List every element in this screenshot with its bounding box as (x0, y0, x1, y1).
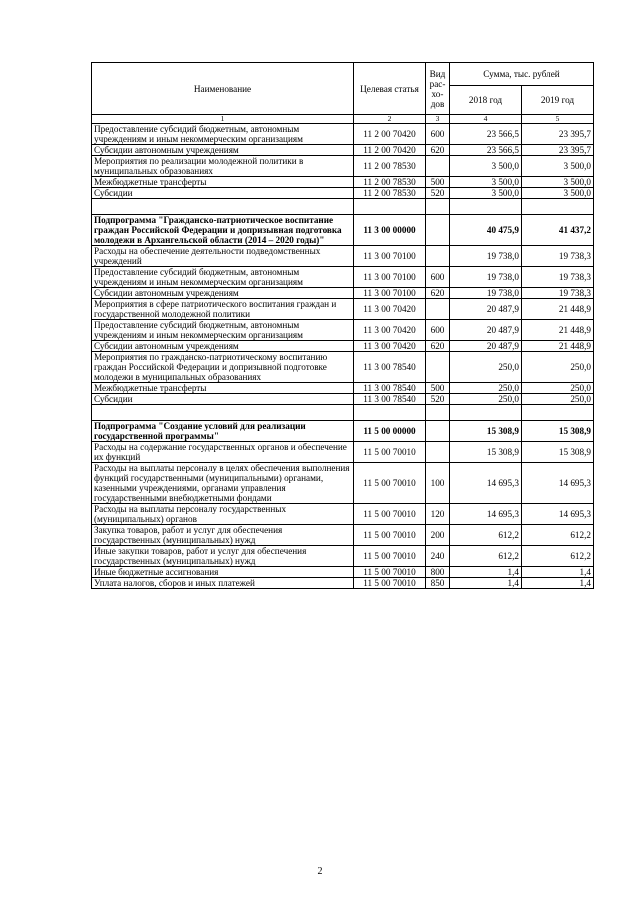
row-expense-type: 800 (426, 567, 450, 578)
column-number: 2 (354, 115, 426, 124)
empty-cell (92, 405, 354, 421)
table-row (92, 578, 594, 589)
row-name: Уплата налогов, сборов и иных платежей (92, 578, 354, 589)
header-year-2019: 2019 год (522, 86, 594, 115)
row-amount-2018: 20 487,9 (450, 299, 522, 320)
row-amount-2019: 14 695,3 (522, 504, 594, 525)
page-number: 2 (317, 866, 323, 877)
row-name: Расходы на содержание государственных органов и обеспечение их функций (92, 442, 354, 463)
row-name: Субсидии (92, 394, 354, 405)
row-amount-2018: 3 500,0 (450, 156, 522, 177)
row-amount-2018: 20 487,9 (450, 320, 522, 341)
row-target-code: 11 5 00 70010 (354, 463, 426, 504)
row-amount-2018: 19 738,0 (450, 267, 522, 288)
row-target-code: 11 3 00 78540 (354, 352, 426, 383)
row-target-code: 11 5 00 70010 (354, 504, 426, 525)
row-amount-2018: 23 566,5 (450, 145, 522, 156)
row-amount-2018: 15 308,9 (450, 442, 522, 463)
column-number: 3 (426, 115, 450, 124)
row-amount-2018: 14 695,3 (450, 463, 522, 504)
row-expense-type: 120 (426, 504, 450, 525)
row-expense-type: 500 (426, 383, 450, 394)
row-name: Подпрограмма "Создание условий для реализации государственной программы" (92, 421, 354, 442)
row-amount-2019: 14 695,3 (522, 463, 594, 504)
row-amount-2018: 612,2 (450, 546, 522, 567)
table-row (92, 442, 594, 463)
row-amount-2019: 41 437,2 (522, 215, 594, 246)
header-target: Целевая статья (354, 63, 426, 115)
row-target-code: 11 5 00 00000 (354, 421, 426, 442)
table-row (92, 156, 594, 177)
spacer-row (92, 199, 594, 215)
row-amount-2018: 19 738,0 (450, 288, 522, 299)
table-row (92, 267, 594, 288)
row-target-code: 11 5 00 70010 (354, 578, 426, 589)
row-target-code: 11 5 00 70010 (354, 567, 426, 578)
row-amount-2019: 250,0 (522, 394, 594, 405)
row-expense-type (426, 215, 450, 246)
table-row (92, 525, 594, 546)
table-row (92, 177, 594, 188)
row-expense-type: 500 (426, 177, 450, 188)
row-target-code: 11 3 00 70420 (354, 320, 426, 341)
table-row (92, 320, 594, 341)
header-sum: Сумма, тыс. рублей (450, 63, 594, 86)
row-amount-2019: 1,4 (522, 567, 594, 578)
row-amount-2018: 250,0 (450, 383, 522, 394)
row-name: Межбюджетные трансферты (92, 383, 354, 394)
row-target-code: 11 3 00 70420 (354, 341, 426, 352)
empty-cell (522, 405, 594, 421)
row-target-code: 11 3 00 00000 (354, 215, 426, 246)
table-row (92, 567, 594, 578)
row-amount-2019: 23 395,7 (522, 145, 594, 156)
row-name: Предоставление субсидий бюджетным, автономным учреждениям и иным некоммерческим организациям (92, 124, 354, 145)
table-row (92, 383, 594, 394)
row-target-code: 11 3 00 70420 (354, 299, 426, 320)
table-row (92, 188, 594, 199)
row-amount-2019: 3 500,0 (522, 177, 594, 188)
row-expense-type (426, 352, 450, 383)
empty-cell (450, 405, 522, 421)
row-amount-2018: 20 487,9 (450, 341, 522, 352)
row-expense-type (426, 299, 450, 320)
empty-cell (354, 199, 426, 215)
table-row (92, 341, 594, 352)
row-amount-2018: 15 308,9 (450, 421, 522, 442)
row-amount-2018: 1,4 (450, 578, 522, 589)
row-amount-2018: 14 695,3 (450, 504, 522, 525)
spacer-row (92, 405, 594, 421)
header-exp-type: Вид рас-хо-дов (426, 63, 450, 115)
row-name: Иные закупки товаров, работ и услуг для обеспечения государственных (муниципальных) нужд (92, 546, 354, 567)
row-expense-type: 520 (426, 188, 450, 199)
row-target-code: 11 3 00 78540 (354, 394, 426, 405)
empty-cell (354, 405, 426, 421)
table-row (92, 546, 594, 567)
row-expense-type (426, 246, 450, 267)
row-name: Субсидии автономным учреждениям (92, 145, 354, 156)
row-target-code: 11 3 00 78540 (354, 383, 426, 394)
row-amount-2019: 612,2 (522, 525, 594, 546)
row-target-code: 11 3 00 70100 (354, 267, 426, 288)
budget-table (91, 62, 594, 589)
row-amount-2018: 250,0 (450, 352, 522, 383)
table-row (92, 394, 594, 405)
row-target-code: 11 3 00 70100 (354, 288, 426, 299)
empty-cell (522, 199, 594, 215)
row-amount-2018: 3 500,0 (450, 177, 522, 188)
row-name: Расходы на выплаты персоналу государственных (муниципальных) органов (92, 504, 354, 525)
row-name: Иные бюджетные ассигнования (92, 567, 354, 578)
column-number: 5 (522, 115, 594, 124)
row-expense-type: 600 (426, 267, 450, 288)
row-amount-2018: 19 738,0 (450, 246, 522, 267)
row-name: Предоставление субсидий бюджетным, автономным учреждениям и иным некоммерческим организациям (92, 267, 354, 288)
row-expense-type: 600 (426, 320, 450, 341)
row-target-code: 11 2 00 78530 (354, 156, 426, 177)
row-target-code: 11 5 00 70010 (354, 525, 426, 546)
row-expense-type: 100 (426, 463, 450, 504)
row-amount-2019: 19 738,3 (522, 288, 594, 299)
row-amount-2018: 1,4 (450, 567, 522, 578)
row-amount-2018: 3 500,0 (450, 188, 522, 199)
row-amount-2019: 21 448,9 (522, 320, 594, 341)
row-expense-type: 620 (426, 288, 450, 299)
row-expense-type (426, 156, 450, 177)
row-amount-2019: 19 738,3 (522, 246, 594, 267)
row-name: Расходы на обеспечение деятельности подведомственных учреждений (92, 246, 354, 267)
row-amount-2019: 1,4 (522, 578, 594, 589)
row-amount-2019: 15 308,9 (522, 442, 594, 463)
row-name: Межбюджетные трансферты (92, 177, 354, 188)
empty-cell (426, 405, 450, 421)
row-target-code: 11 5 00 70010 (354, 442, 426, 463)
row-target-code: 11 2 00 70420 (354, 124, 426, 145)
header-year-2018: 2018 год (450, 86, 522, 115)
header-name: Наименование (92, 63, 354, 115)
row-target-code: 11 3 00 70100 (354, 246, 426, 267)
row-target-code: 11 2 00 78530 (354, 177, 426, 188)
row-target-code: 11 2 00 70420 (354, 145, 426, 156)
row-amount-2019: 21 448,9 (522, 299, 594, 320)
row-amount-2019: 3 500,0 (522, 156, 594, 177)
table-row (92, 288, 594, 299)
table-row (92, 246, 594, 267)
row-target-code: 11 2 00 78530 (354, 188, 426, 199)
row-name: Субсидии автономным учреждениям (92, 288, 354, 299)
table-row (92, 124, 594, 145)
row-amount-2019: 250,0 (522, 352, 594, 383)
row-name: Расходы на выплаты персоналу в целях обеспечения выполнения функций государственными (муниципальными) органами, казенными учреждениями, органами управления государственными внебюджетными фондами (92, 463, 354, 504)
table-row (92, 299, 594, 320)
row-name: Субсидии автономным учреждениям (92, 341, 354, 352)
row-amount-2019: 21 448,9 (522, 341, 594, 352)
table-row (92, 145, 594, 156)
row-expense-type: 620 (426, 341, 450, 352)
row-amount-2018: 250,0 (450, 394, 522, 405)
row-expense-type: 600 (426, 124, 450, 145)
row-amount-2019: 612,2 (522, 546, 594, 567)
table-row (92, 352, 594, 383)
row-name: Мероприятия по гражданско-патриотическому воспитанию граждан Российской Федерации и допризывной подготовке молодежи в муниципальных образованиях (92, 352, 354, 383)
empty-cell (450, 199, 522, 215)
row-name: Закупка товаров, работ и услуг для обеспечения государственных (муниципальных) нужд (92, 525, 354, 546)
subprogram-row (92, 215, 594, 246)
row-expense-type (426, 442, 450, 463)
row-name: Предоставление субсидий бюджетным, автономным учреждениям и иным некоммерческим организациям (92, 320, 354, 341)
table-row (92, 504, 594, 525)
row-amount-2019: 3 500,0 (522, 188, 594, 199)
row-name: Мероприятия в сфере патриотического воспитания граждан и государственной молодежной политики (92, 299, 354, 320)
row-expense-type: 520 (426, 394, 450, 405)
row-amount-2018: 612,2 (450, 525, 522, 546)
row-amount-2019: 15 308,9 (522, 421, 594, 442)
row-name: Субсидии (92, 188, 354, 199)
row-amount-2019: 23 395,7 (522, 124, 594, 145)
row-expense-type: 850 (426, 578, 450, 589)
row-amount-2019: 250,0 (522, 383, 594, 394)
row-target-code: 11 5 00 70010 (354, 546, 426, 567)
row-expense-type (426, 421, 450, 442)
empty-cell (426, 199, 450, 215)
row-amount-2018: 23 566,5 (450, 124, 522, 145)
row-expense-type: 200 (426, 525, 450, 546)
row-expense-type: 620 (426, 145, 450, 156)
row-amount-2019: 19 738,3 (522, 267, 594, 288)
row-name: Подпрограмма "Гражданско-патриотическое воспитание граждан Российской Федерации и допризывная подготовка молодежи в Архангельской области (2014 – 2020 годы)" (92, 215, 354, 246)
table-row (92, 463, 594, 504)
empty-cell (92, 199, 354, 215)
row-amount-2018: 40 475,9 (450, 215, 522, 246)
row-name: Мероприятия по реализации молодежной политики в муниципальных образованиях (92, 156, 354, 177)
row-expense-type: 240 (426, 546, 450, 567)
column-number: 1 (92, 115, 354, 124)
column-number: 4 (450, 115, 522, 124)
subprogram-row (92, 421, 594, 442)
